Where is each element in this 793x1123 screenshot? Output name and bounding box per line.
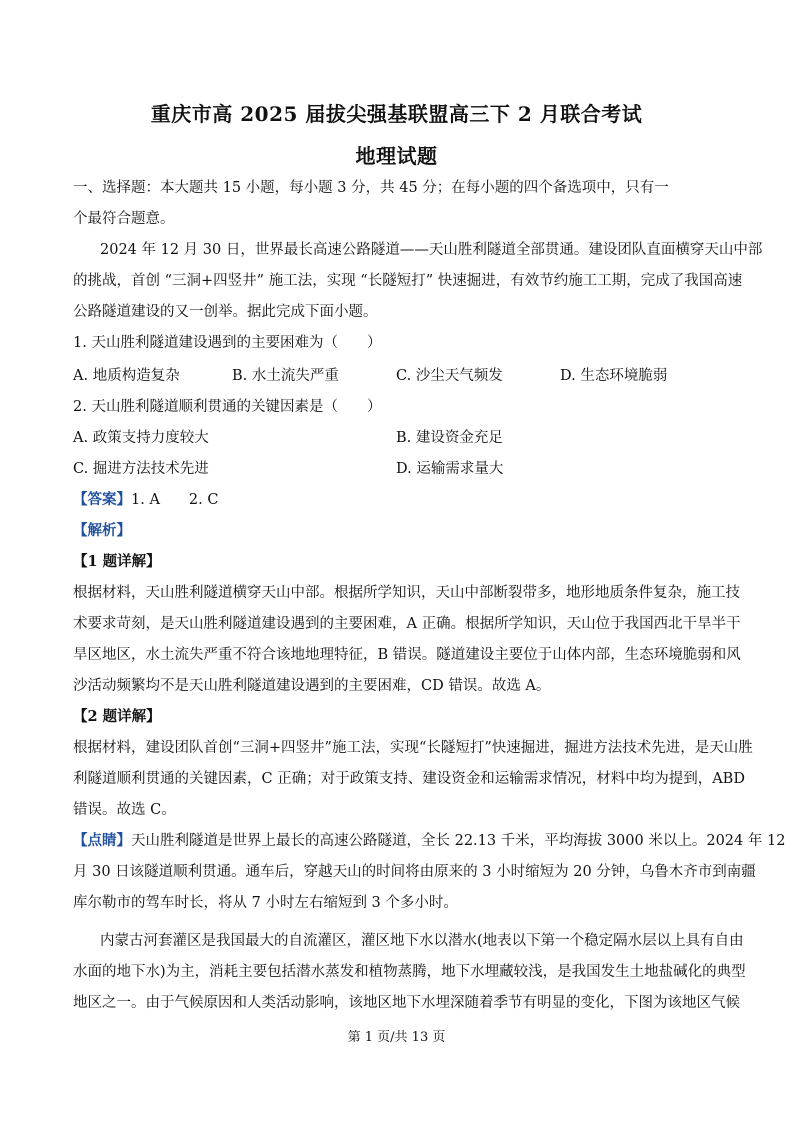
detail-1-line-1: 根据材料，天山胜利隧道横穿天山中部。根据所学知识，天山中部断裂带多，地形地质条件复杂，施工技: [73, 585, 740, 601]
tip-line-3: 库尔勒市的驾车时长，将从 7 小时左右缩短到 3 个多小时。: [73, 895, 458, 911]
detail-1-line-3: 旱区地区，水土流失严重不符合该地地理特征，B 错误。隧道建设主要位于山体内部，生态环境脆弱和风: [73, 647, 741, 663]
question-2-stem: 2. 天山胜利隧道顺利贯通的关键因素是（ ）: [73, 399, 382, 415]
passage1-line-3: 公路隧道建设的又一创举。据此完成下面小题。: [73, 304, 378, 320]
question-2-option-c: C. 掘进方法技术先进: [73, 461, 209, 477]
detail-2-label: 【2 题详解】: [73, 708, 161, 725]
answer-text: 1. A 2. C: [131, 492, 219, 508]
answer-line: [73, 490, 723, 510]
detail-2-line-2: 利隧道顺利贯通的关键因素，C 正确；对于政策支持、建设资金和运输需求情况，材料中均为提到，ABD: [73, 771, 745, 787]
tip-label: 【点睛】: [73, 832, 131, 849]
answer-label: 【答案】: [73, 491, 131, 508]
tip-line-1: [73, 831, 786, 851]
page-number: 第 1 页/共 13 页: [347, 1030, 446, 1045]
analysis-label: 【解析】: [73, 522, 131, 539]
tip-text-1: 天山胜利隧道是世界上最长的高速公路隧道，全长 22.13 千米，平均海拔 3000 米以上。2024 年 12: [131, 833, 786, 849]
passage1-line-1: 2024 年 12 月 30 日，世界最长高速公路隧道——天山胜利隧道全部贯通。建设团队直面横穿天山中部: [100, 242, 763, 258]
exam-subtitle: 地理试题: [355, 144, 438, 168]
passage2-line-3: 地区之一。由于气候原因和人类活动影响，该地区地下水埋深随着季节有明显的变化，下图为该地区气候: [73, 995, 740, 1011]
question-1-option-a: A. 地质构造复杂: [73, 368, 180, 384]
detail-1-line-2: 术要求苛刻，是天山胜利隧道建设遇到的主要困难，A 正确。根据所学知识，天山位于我国西北干旱半干: [73, 616, 741, 632]
question-2-option-d: D. 运输需求量大: [396, 461, 504, 477]
question-2-option-b: B. 建设资金充足: [396, 430, 503, 446]
detail-1-label: 【1 题详解】: [73, 553, 161, 570]
question-1-option-b: B. 水土流失严重: [232, 368, 339, 384]
exam-title: 重庆市高 2025 届拔尖强基联盟高三下 2 月联合考试: [150, 102, 643, 126]
passage2-line-1: 内蒙古河套灌区是我国最大的自流灌区，灌区地下水以潜水(地表以下第一个稳定隔水层以上具有自由: [100, 933, 744, 949]
passage2-line-2: 水面的地下水)为主，消耗主要包括潜水蒸发和植物蒸腾，地下水埋藏较浅，是我国发生土地盐碱化的典型: [73, 964, 746, 980]
passage1-line-2: 的挑战，首创 “三洞+四竖井” 施工法，实现 “长隧短打” 快速掘进，有效节约施工工期，完成了我国高速: [73, 273, 743, 289]
detail-2-line-3: 错误。故选 C。: [73, 802, 176, 818]
question-2-option-a: A. 政策支持力度较大: [73, 430, 209, 446]
question-1-option-d: D. 生态环境脆弱: [560, 368, 668, 384]
question-1-option-c: C. 沙尘天气频发: [396, 368, 503, 384]
detail-1-line-4: 沙活动频繁均不是天山胜利隧道建设遇到的主要困难，CD 错误。故选 A。: [73, 678, 551, 694]
section-heading-line-1: 一、选择题：本大题共 15 小题，每小题 3 分，共 45 分；在每小题的四个备选项中，只有一: [73, 180, 669, 196]
tip-line-2: 月 30 日该隧道顺利贯通。通车后，穿越天山的时间将由原来的 3 小时缩短为 20 分钟，乌鲁木齐市到南疆: [73, 864, 756, 880]
section-heading-line-2: 个最符合题意。: [73, 211, 175, 227]
detail-2-line-1: 根据材料，建设团队首创“三洞+四竖井”施工法，实现“长隧短打”快速掘进，掘进方法技术先进，是天山胜: [73, 740, 753, 756]
question-1-stem: 1. 天山胜利隧道建设遇到的主要困难为（ ）: [73, 335, 382, 351]
